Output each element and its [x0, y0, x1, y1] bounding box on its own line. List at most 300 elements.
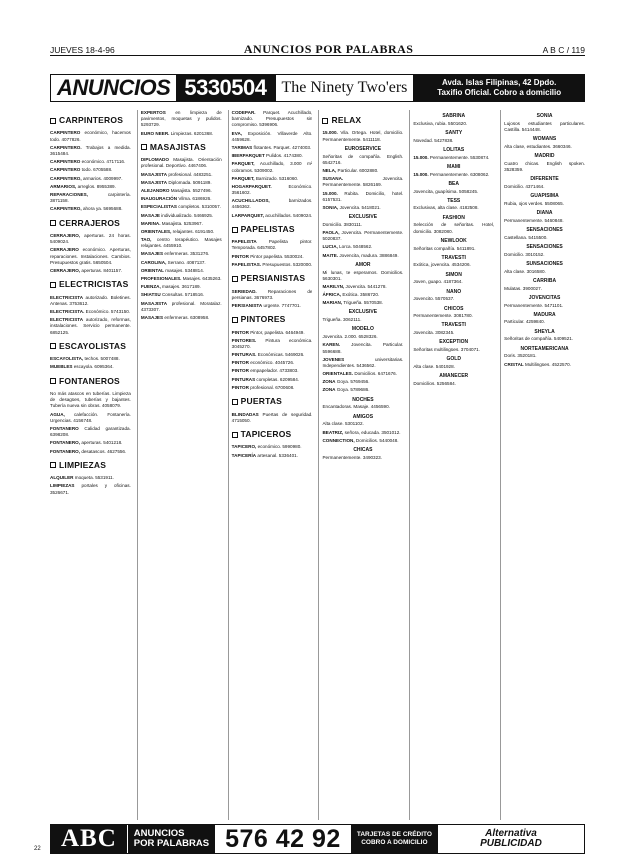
- section-heading: [232, 396, 313, 407]
- header-date: JUEVES 18-4-96: [50, 45, 115, 55]
- banner-title: ANUNCIOS: [57, 75, 171, 100]
- ad-keyword: MUEBLES: [50, 364, 73, 370]
- ad-keyword: ORIENTAL: [140, 267, 164, 273]
- ad-column: [137, 110, 222, 820]
- ad-body: Doris. 3520181.: [504, 353, 537, 359]
- classified-ad: [50, 483, 131, 495]
- ad-keyword: CARPINTERO: [50, 159, 81, 165]
- footer-alt: [438, 825, 584, 853]
- section-heading: [232, 429, 313, 440]
- section-heading-text: PAPELISTAS: [240, 223, 295, 234]
- classified-ad: [232, 184, 313, 196]
- ad-body: Pulidos. 4174380.: [266, 153, 303, 159]
- ad-body: Limpiezas. 6201368.: [170, 130, 214, 136]
- ad-keyword: BEATRIZ,: [322, 429, 344, 435]
- classified-ad: [322, 176, 403, 188]
- ad-keyword: FONTANERO,: [50, 440, 81, 446]
- section-heading: [141, 142, 222, 153]
- section-heading-text: CERRAJEROS: [59, 217, 121, 228]
- section-heading-text: CARPINTEROS: [59, 115, 124, 125]
- ad-body: arreglos. 8955389.: [77, 183, 116, 189]
- section-heading-text: PINTORES: [240, 314, 286, 325]
- classified-ad: [232, 289, 313, 301]
- classified-ad: [322, 244, 403, 250]
- classified-ad: [413, 155, 494, 161]
- classified-ad: [141, 251, 222, 257]
- classified-ad: [50, 391, 131, 410]
- section-heading: [50, 341, 131, 352]
- ad-body: Rubita. Domicilio, hotel. 6157531.: [322, 190, 404, 202]
- ad-keyword: MARINA.: [140, 220, 161, 226]
- classified-ad: [232, 262, 313, 268]
- ad-body: Señoritas de compañía. English. 6542716.: [322, 153, 404, 165]
- footer-logo: ABC: [51, 825, 127, 853]
- ad-subheading: AMOR: [355, 261, 371, 268]
- banner-info: Taxifio Oficial. Cobro a domicilio: [437, 88, 562, 97]
- classified-ad: [232, 161, 313, 173]
- footer-title: [127, 825, 215, 853]
- ad-subheading: SONIA: [536, 113, 553, 119]
- ad-subheading: EXCLUSIVE: [348, 214, 378, 221]
- classified-ad: [322, 154, 403, 166]
- ad-keyword: ORIENTALES.: [322, 371, 354, 377]
- ad-keyword: PARQUET,: [231, 161, 255, 167]
- ad-column: [500, 110, 585, 820]
- footer-banner: [50, 824, 585, 854]
- classified-ad: [504, 303, 585, 309]
- footer-phone: 576 42 92: [225, 824, 341, 853]
- ad-body: Masajes. 6435263.: [182, 276, 222, 282]
- ad-subheading: SENSACIONES: [526, 243, 563, 250]
- classified-ad: [141, 237, 222, 249]
- ad-keyword: MARIAN,: [322, 300, 343, 306]
- ad-body: Jovencita, madura. 3886849.: [339, 252, 399, 258]
- classified-ad: [141, 213, 222, 219]
- classified-ad: [50, 449, 131, 455]
- ad-body: techos. 5007488.: [84, 356, 120, 362]
- ad-keyword: MASAJISTA: [140, 300, 168, 306]
- ad-body: Señoritas compañía. 5411891.: [413, 245, 476, 251]
- ad-body: Permanentemente. 6308062.: [429, 171, 490, 177]
- classified-ad: [322, 205, 403, 211]
- ad-subheading: MODELO: [351, 326, 374, 333]
- ad-body: Lujosos estudiantes particulares. Castilla. 5414448.: [504, 120, 585, 132]
- footer-alt1: Alternativa: [485, 827, 537, 839]
- ad-body: aperturas. 24 horas. 5409024.: [50, 233, 131, 245]
- classified-ad: [232, 198, 313, 210]
- classified-ad: [50, 475, 131, 481]
- ad-body: Alta clase. 5401928.: [413, 364, 455, 370]
- classified-ad: [50, 268, 131, 274]
- classified-ad: [413, 205, 494, 211]
- ad-subheading: EXCEPTION: [439, 339, 469, 346]
- section-heading: [50, 376, 131, 387]
- ad-keyword: PAPELISTA: [231, 239, 257, 245]
- classified-ad: [50, 364, 131, 370]
- ad-body: Domicilio. 4371464.: [504, 183, 545, 189]
- ad-body: Trabajos a medida. 3615484.: [50, 144, 131, 157]
- ad-subheading: SANTY: [445, 129, 463, 136]
- ad-keyword: LIMPIEZAS: [50, 483, 75, 489]
- ad-body: Papelista pintor. Temporada. 6457802.: [231, 239, 313, 251]
- ad-keyword: MASAJISTA: [140, 179, 168, 185]
- ad-body: Domicilios. 5256584.: [413, 381, 456, 386]
- ad-keyword: ÁFRICA,: [322, 292, 342, 298]
- ad-body: Exclusivas, alta clase. 4182508.: [413, 205, 479, 211]
- ad-body: Domicilios. 6471676.: [354, 371, 397, 377]
- ad-subheading: AMIGOS: [352, 413, 374, 420]
- ad-body: Trigueña. 5570538.: [343, 300, 384, 306]
- ad-body: No más atascos en tuberías. Limpieza de desagües, tuberías y bajantes. Tubería nueva sin obras. 4058079.: [50, 391, 131, 409]
- classified-ad: [50, 184, 131, 190]
- ad-body: Señoritas de compañía. 5409521.: [504, 336, 574, 342]
- footer-line1: ANUNCIOS: [133, 828, 185, 840]
- ad-subheading: MAMI: [447, 163, 461, 170]
- ad-body: Parquet. Acuchillado, barnizado. Presupuestos sin compromiso. 5396906.: [231, 110, 313, 128]
- classified-ad: [232, 338, 313, 350]
- ad-keyword: ELECTRICISTA: [50, 317, 84, 323]
- ad-keyword: ESCAYOLISTA,: [50, 356, 84, 362]
- ad-subheading: FASHION: [442, 214, 465, 221]
- banner-address-box: [414, 75, 584, 101]
- classified-ad: [413, 364, 494, 370]
- ad-keyword: FONTANERO,: [50, 448, 81, 454]
- classified-ad: [50, 145, 131, 157]
- classified-ad: [322, 191, 403, 203]
- section-heading: [50, 279, 131, 290]
- footer-line2: POR PALABRAS: [133, 838, 210, 849]
- classified-ad: [322, 292, 403, 298]
- ad-body: Jovencita. 5441278.: [345, 283, 387, 289]
- ad-subheading: TESS: [447, 197, 461, 204]
- ad-keyword: SHIATSU: [140, 292, 161, 298]
- section-heading-text: MASAJISTAS: [149, 141, 206, 152]
- ad-body: Económico. 3561602.: [231, 183, 313, 196]
- classified-ad: [141, 292, 222, 298]
- ad-subheading: SENSACIONES: [526, 227, 563, 233]
- section-heading-text: RELAX: [331, 115, 362, 125]
- ad-body: Puertas de seguridad. 4715050.: [231, 411, 313, 423]
- classified-ad: [504, 336, 585, 342]
- ad-keyword: PAPELISTAS.: [231, 261, 262, 267]
- classified-ad: [504, 201, 585, 207]
- ad-keyword: ORIENTALES,: [140, 228, 172, 234]
- classified-ad: [232, 131, 313, 143]
- section-heading: [232, 224, 313, 235]
- classified-ad: [141, 221, 222, 227]
- classified-ad: [232, 360, 313, 366]
- ad-body: aperturas. 8401157.: [81, 267, 123, 273]
- ad-keyword: IBERPARQUET: [231, 153, 265, 159]
- ad-subheading: EXCLUSIVE: [348, 309, 378, 316]
- classified-ad: [413, 138, 494, 144]
- ad-body: Rubia, ojos verdes. 5508065.: [504, 200, 564, 206]
- banner-address: Avda. Islas Filipinas, 42 Dpdo.: [441, 78, 557, 88]
- ad-body: acuchillados. 5409024.: [265, 212, 313, 218]
- section-box-icon: [50, 378, 56, 384]
- ad-body: completas. 6209584.: [256, 376, 300, 382]
- classified-ad: [141, 131, 222, 137]
- ad-keyword: PAOLA,: [322, 230, 340, 236]
- classified-ad: [141, 229, 222, 235]
- ad-body: Jovencita. Particular. 5596688.: [322, 342, 404, 354]
- classified-ad: [413, 381, 494, 387]
- ad-keyword: ELECTRICISTA: [50, 294, 84, 300]
- classified-ad: [413, 296, 494, 302]
- ad-keyword: ELECTRICISTA.: [50, 308, 85, 314]
- ad-keyword: ARMARIOS,: [50, 183, 77, 189]
- classified-ad: [322, 284, 403, 290]
- ad-keyword: ACUCHILLADOS,: [231, 198, 270, 204]
- anuncios-banner: [50, 74, 585, 102]
- classified-ad: [232, 377, 313, 383]
- ad-keyword: 15.000.: [413, 171, 429, 177]
- classified-ad: [50, 159, 131, 165]
- ad-keyword: ALQUILER: [50, 475, 74, 481]
- classified-ad: [413, 189, 494, 195]
- ad-body: Particular. 4259840.: [504, 319, 546, 325]
- ad-body: aperturas. 5401218.: [81, 440, 123, 446]
- ad-body: masajes. 3617189.: [162, 284, 201, 290]
- section-box-icon: [50, 462, 56, 468]
- ad-keyword: SONIA,: [322, 204, 339, 210]
- classified-ad: [141, 315, 222, 321]
- classified-ad: [232, 330, 313, 336]
- classified-ad: [322, 253, 403, 259]
- ad-keyword: CARPINTERO.: [50, 144, 82, 150]
- ad-body: ahora ya. 5695688.: [82, 206, 123, 212]
- classified-ad: [232, 145, 313, 151]
- classified-ad: [413, 246, 494, 252]
- ad-subheading: TRAVESTI: [441, 322, 466, 329]
- classified-ad: [322, 357, 403, 369]
- section-box-icon: [232, 227, 238, 233]
- ad-body: profesional. Moratalaz. 4373307.: [140, 300, 222, 312]
- classified-ad: [50, 233, 131, 245]
- classified-ad: [413, 313, 494, 319]
- classified-ad: [232, 385, 313, 391]
- ad-body: Mi lunas, te esperamos. Domicilios. 5630301.: [322, 269, 404, 281]
- ad-keyword: MAITE.: [322, 252, 339, 258]
- ad-keyword: 15.000.: [413, 154, 429, 160]
- classified-ad: [141, 276, 222, 282]
- ad-body: Barnizado. 5316060.: [255, 175, 299, 181]
- ad-body: Permanentemente. 5530874.: [429, 154, 490, 160]
- ad-body: Lorca. 5048562.: [339, 244, 373, 250]
- ad-subheading: CHICOS: [444, 305, 464, 312]
- ad-keyword: LARPARQUET,: [231, 212, 264, 218]
- ad-body: Vilma. 6186926.: [178, 196, 212, 202]
- ad-body: Joven, guapo. 4187364.: [413, 279, 463, 285]
- section-heading: [50, 218, 131, 229]
- ad-body: Permanentemente. 5471101.: [504, 302, 564, 308]
- ad-keyword: NELA,: [322, 167, 337, 173]
- ad-body: individualizado. 5466925.: [161, 212, 214, 218]
- classified-ad: [232, 153, 313, 159]
- section-heading: [50, 460, 131, 471]
- ad-keyword: PINTURAS.: [231, 352, 257, 358]
- ad-keyword: TARIMAS: [231, 144, 253, 150]
- section-heading: [232, 273, 313, 284]
- ad-body: Cuatro chicas. English spoken. 3528359.: [504, 160, 585, 172]
- classified-ad: [141, 172, 222, 178]
- ad-keyword: 15.000.: [322, 190, 338, 196]
- classified-ad: [232, 303, 313, 309]
- classified-ad: [141, 268, 222, 274]
- classified-ad: [50, 412, 131, 424]
- classified-ad: [50, 317, 131, 336]
- ad-body: económico. 5990980.: [257, 444, 302, 450]
- section-box-icon: [50, 220, 56, 226]
- ad-subheading: SHEYLA: [534, 328, 555, 335]
- ad-keyword: CAROLINA,: [140, 259, 167, 265]
- ad-body: masajes. 5348814.: [165, 267, 205, 273]
- ad-keyword: PINTOR: [231, 384, 249, 390]
- ad-subheading: NOCHES: [352, 396, 374, 403]
- ad-body: escayola. 6095364.: [73, 364, 114, 370]
- ad-keyword: KAREN.: [322, 342, 341, 348]
- ad-keyword: ALEJANDRO: [140, 187, 170, 193]
- ad-body: Permanentemente. 3081780.: [413, 313, 473, 319]
- ad-body: profesional. 4483251.: [168, 171, 213, 177]
- classified-ad: [232, 368, 313, 374]
- ad-body: desatascos. 4627556.: [81, 448, 127, 454]
- classified-ad: [50, 192, 131, 204]
- ad-body: autorizado, reformas, instalaciones. Servicio permanente. 6852125.: [50, 317, 131, 335]
- ad-body: Masajista. 5527496.: [170, 187, 212, 193]
- classified-ad: [322, 230, 403, 242]
- classified-ad: [413, 279, 494, 285]
- section-box-icon: [50, 282, 56, 288]
- ad-body: señora, educada. 3501012.: [344, 429, 401, 435]
- ad-keyword: PARQUET,: [231, 175, 255, 181]
- ad-keyword: BLINDADAS: [231, 411, 259, 417]
- ad-subheading: MADRID: [534, 153, 555, 160]
- ad-body: Exposición. Villaverde Alto. 4459628.: [231, 130, 313, 142]
- classified-ad: [232, 254, 313, 260]
- classified-ad: [322, 404, 403, 410]
- ad-body: Jovencita. Permanentemente. 5020837.: [322, 230, 404, 242]
- ad-body: Particular. 6002880.: [337, 167, 379, 173]
- ad-keyword: MASAJES: [140, 251, 164, 257]
- classified-ad: [232, 453, 313, 459]
- ad-keyword: CONNECTION,: [322, 437, 355, 443]
- section-heading-text: PUERTAS: [240, 396, 283, 407]
- ad-body: urgente. 7747701.: [263, 302, 301, 308]
- ad-keyword: MASAJE: [140, 212, 160, 218]
- ad-subheading: GUAPISIMA: [530, 193, 559, 200]
- classified-ad: [232, 176, 313, 182]
- ad-subheading: LOLITAS: [443, 146, 465, 153]
- ad-body: Multilingües. 4522570.: [525, 361, 571, 367]
- classified-ad: [141, 196, 222, 202]
- section-box-icon: [232, 432, 238, 438]
- ad-body: artesanal. 5336401.: [257, 452, 298, 458]
- classified-ad: [322, 300, 403, 306]
- ad-keyword: DIPLOMADO: [140, 157, 169, 163]
- section-heading-text: FONTANEROS: [59, 375, 120, 386]
- classified-ad: [322, 371, 403, 377]
- ad-body: Castellana. 5415500.: [504, 234, 548, 240]
- ad-subheading: DIFERENTE: [530, 176, 559, 183]
- classified-ad: [322, 379, 403, 385]
- ad-subheading: SABRINA: [442, 113, 466, 119]
- classified-ad: [50, 206, 131, 212]
- ad-columns: [50, 110, 585, 820]
- banner-brand: The Ninety Two'ers: [275, 75, 415, 101]
- ad-body: Pintura económica. 3045270.: [231, 337, 313, 349]
- section-box-icon: [232, 399, 238, 405]
- ad-keyword: JOVENES: [322, 356, 345, 362]
- ad-body: flotantes. Parquet. 4274003.: [253, 144, 312, 150]
- classified-ad: [141, 260, 222, 266]
- ad-body: profesional. 6700608.: [250, 384, 295, 390]
- ad-subheading: BEA: [448, 180, 459, 187]
- section-heading: [50, 115, 131, 126]
- ad-keyword: FUENZA,: [140, 284, 161, 290]
- classified-ad: [504, 269, 585, 275]
- ad-body: Exclusiva, rubia. 5501620.: [413, 120, 468, 126]
- ad-keyword: CRISTAL: [504, 361, 524, 367]
- ad-body: Encantadoras. Masaje. 4456590.: [322, 404, 390, 410]
- ad-keyword: ZONA: [322, 379, 336, 385]
- classified-ad: [322, 455, 403, 461]
- ad-body: Masajista. 5253967.: [161, 220, 203, 226]
- section-box-icon: [50, 343, 56, 349]
- ad-subheading: SUNSACIONES: [526, 260, 563, 267]
- page-number: 22: [34, 846, 41, 852]
- ad-body: Consultas. 5718516.: [161, 292, 205, 298]
- ad-body: carpintería. 3871158.: [50, 191, 131, 204]
- section-heading-text: TAPICEROS: [240, 428, 292, 439]
- ad-body: enfermeras. 3531276.: [164, 251, 210, 257]
- ad-body: Selección de señoritas. Hotel, domicilio. 3082080.: [413, 222, 495, 234]
- ad-body: en limpieza de pavimentos, moquetas y pulidos. 5293729.: [140, 110, 222, 128]
- ad-subheading: NEWLOOK: [440, 237, 467, 244]
- ad-body: enfermeras. 6308958.: [164, 314, 210, 320]
- classified-ad: [504, 121, 585, 133]
- ad-body: Goya. 5769456.: [336, 379, 370, 385]
- ad-body: Permanentemente. 5460848.: [504, 217, 564, 223]
- classified-ad: [504, 235, 585, 241]
- classified-ad: [504, 218, 585, 224]
- ad-body: económico. Aperturas, reparaciones. Instalaciones. Cambios. Presupuestos gratis. 5650504.: [50, 247, 131, 265]
- classified-ad: [504, 286, 585, 292]
- ad-keyword: PINTORES.: [231, 337, 257, 343]
- ad-body: calefacción. Fontanería. Urgencias. 4156748.: [50, 411, 131, 423]
- ad-body: Alta clase. 5301102.: [322, 421, 364, 427]
- ad-body: Económicas. 5469026.: [257, 352, 305, 358]
- ad-body: Novedad. 5427838.: [413, 137, 454, 143]
- ad-subheading: CHICAS: [353, 446, 373, 453]
- ad-body: Trigueña. 3062111.: [322, 317, 362, 323]
- ad-keyword: ESPECIALISTAS: [140, 204, 177, 210]
- classified-ad: [141, 157, 222, 169]
- classified-ad: [232, 213, 313, 219]
- classified-ad: [504, 161, 585, 173]
- classified-ad: [141, 204, 222, 210]
- classified-ad: [141, 110, 222, 129]
- ad-subheading: NANO: [446, 288, 462, 295]
- ad-keyword: CERRAJERO: [50, 247, 79, 253]
- ad-body: relajantes. 6191450.: [172, 228, 215, 234]
- ad-keyword: TAO,: [140, 237, 152, 243]
- ad-keyword: INAUGURACIÓN: [140, 196, 178, 202]
- classified-ad: [322, 222, 403, 228]
- ad-body: todo. 6705588.: [81, 167, 113, 173]
- ad-body: Jovencita. 5418021.: [339, 204, 381, 210]
- header-page: A B C / 119: [542, 45, 585, 55]
